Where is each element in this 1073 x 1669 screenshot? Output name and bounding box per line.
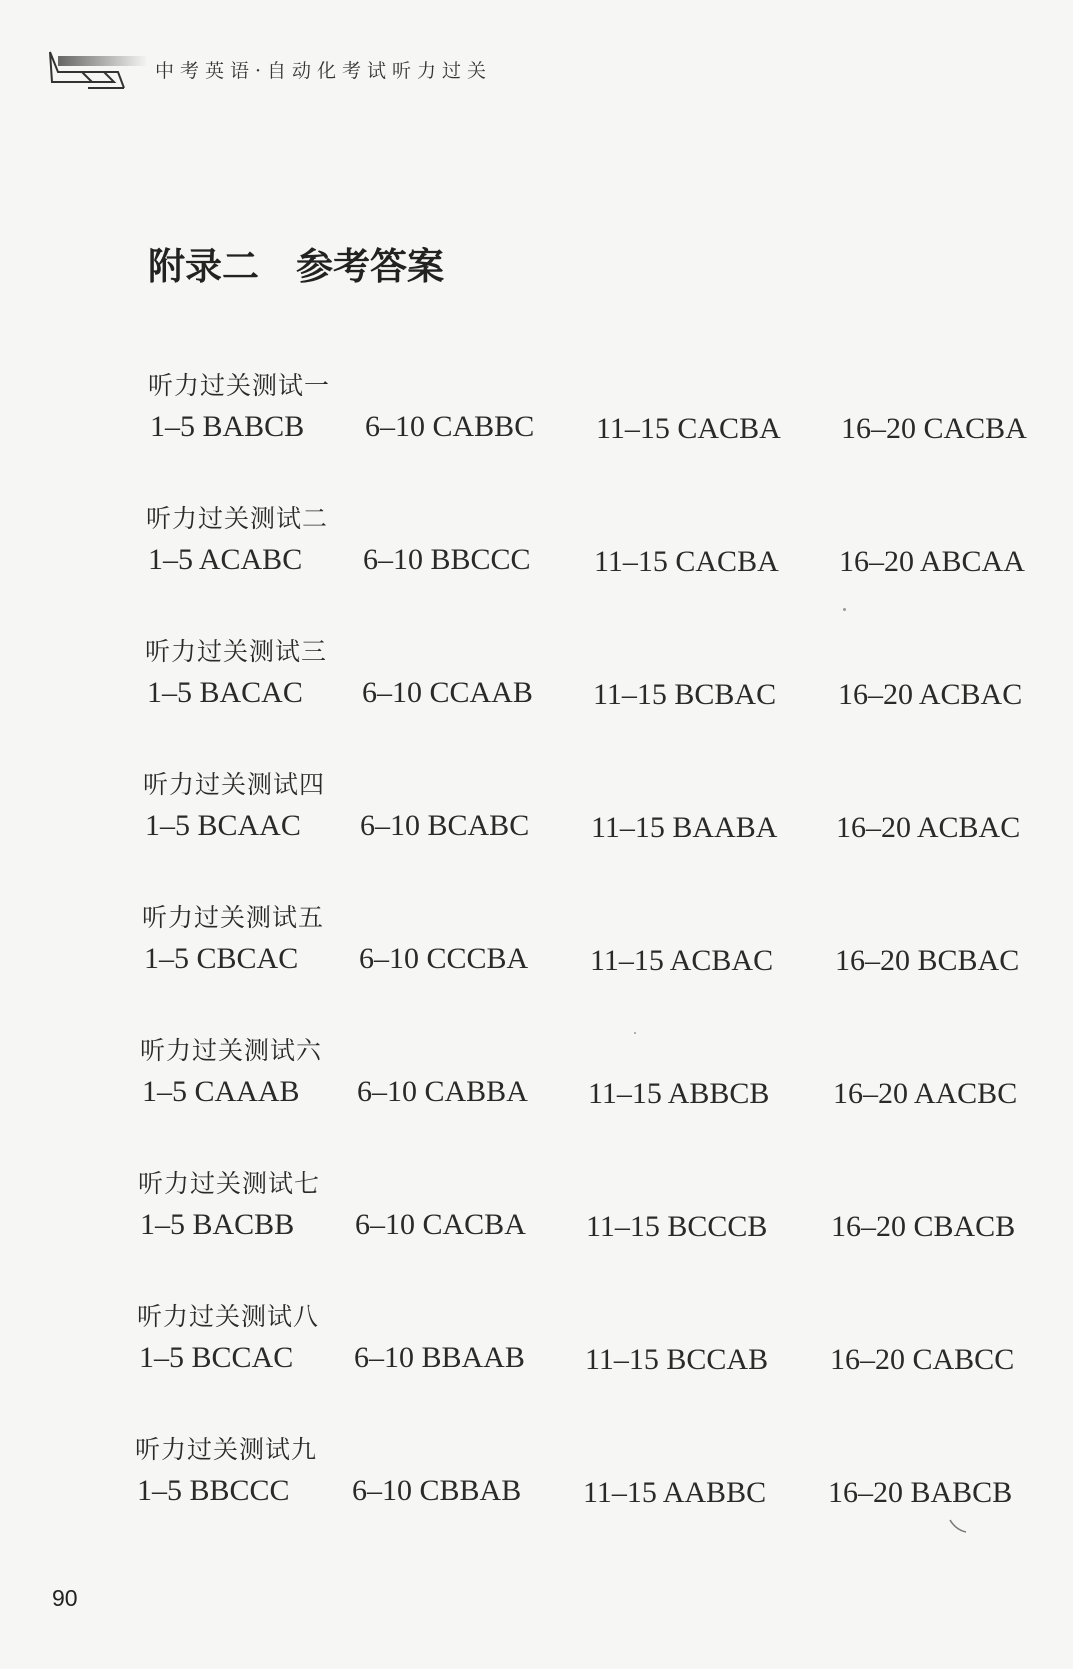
answer-group: 1–5 BACBB [140, 1208, 295, 1241]
answer-section [0, 1297, 1073, 1407]
answer-group: 1–5 ACABC [148, 543, 303, 576]
answer-group: 1–5 BBCCC [137, 1474, 290, 1507]
answer-section [0, 1430, 1073, 1540]
answer-section [0, 366, 1073, 476]
answer-group: 16–20 ACBAC [838, 678, 1023, 711]
answer-section [0, 499, 1073, 609]
answer-group: 6–10 CACBA [355, 1208, 526, 1241]
scan-speck [843, 608, 846, 611]
section-title: 听力过关测试三 [145, 637, 328, 666]
answer-group: 6–10 CCAAB [362, 676, 533, 709]
answer-group: 11–15 BAABA [591, 811, 778, 844]
answer-section [0, 632, 1073, 742]
answer-group: 11–15 CACBA [594, 545, 779, 578]
section-title: 听力过关测试四 [143, 770, 326, 799]
answer-group: 6–10 CCCBA [359, 942, 529, 975]
answer-group: 1–5 BCCAC [139, 1341, 294, 1374]
answer-group: 11–15 ACBAC [590, 944, 774, 977]
answer-group: 6–10 CABBC [365, 410, 535, 443]
answer-group: 16–20 CACBA [841, 412, 1027, 445]
answer-group: 1–5 BCAAC [145, 809, 301, 842]
section-title: 听力过关测试五 [142, 903, 325, 932]
answer-group: 1–5 BABCB [150, 410, 305, 443]
answer-group: 11–15 BCBAC [593, 678, 777, 711]
book-logo-icon [48, 48, 148, 92]
section-title: 听力过关测试六 [140, 1036, 323, 1065]
answer-group: 1–5 CBCAC [144, 942, 299, 975]
answer-group: 6–10 BBCCC [363, 543, 531, 576]
running-title: 中考英语·自动化考试听力过关 [155, 60, 493, 82]
section-title: 听力过关测试八 [137, 1302, 320, 1331]
answer-group: 6–10 CBBAB [352, 1474, 522, 1507]
pen-mark [948, 1518, 970, 1536]
answer-group: 1–5 CAAAB [142, 1075, 300, 1108]
answer-group: 16–20 AACBC [833, 1077, 1018, 1110]
answer-group: 11–15 AABBC [583, 1476, 767, 1509]
answer-group: 11–15 BCCCB [586, 1210, 768, 1243]
answer-group: 6–10 BCABC [360, 809, 530, 842]
answer-group: 16–20 ACBAC [836, 811, 1021, 844]
answer-group: 6–10 BBAAB [354, 1341, 525, 1374]
section-title: 听力过关测试九 [135, 1435, 318, 1464]
answer-group: 11–15 CACBA [596, 412, 781, 445]
answer-group: 16–20 BCBAC [835, 944, 1020, 977]
answer-section [0, 898, 1073, 1008]
section-title: 听力过关测试七 [138, 1169, 321, 1198]
answer-group: 16–20 ABCAA [839, 545, 1025, 578]
answer-group: 1–5 BACAC [147, 676, 303, 709]
answer-group: 11–15 ABBCB [588, 1077, 770, 1110]
scan-speck [634, 1032, 636, 1034]
answer-group: 16–20 BABCB [828, 1476, 1013, 1509]
answer-group: 6–10 CABBA [357, 1075, 528, 1108]
section-title: 听力过关测试二 [146, 504, 329, 533]
answer-section [0, 1031, 1073, 1141]
page-title: 附录二 参考答案 [148, 244, 444, 288]
running-header [48, 44, 608, 94]
page-number: 90 [52, 1585, 78, 1611]
answer-section [0, 765, 1073, 875]
section-title: 听力过关测试一 [148, 371, 331, 400]
answer-group: 16–20 CBACB [831, 1210, 1016, 1243]
answer-section [0, 1164, 1073, 1274]
answer-group: 11–15 BCCAB [585, 1343, 769, 1376]
answer-group: 16–20 CABCC [830, 1343, 1015, 1376]
